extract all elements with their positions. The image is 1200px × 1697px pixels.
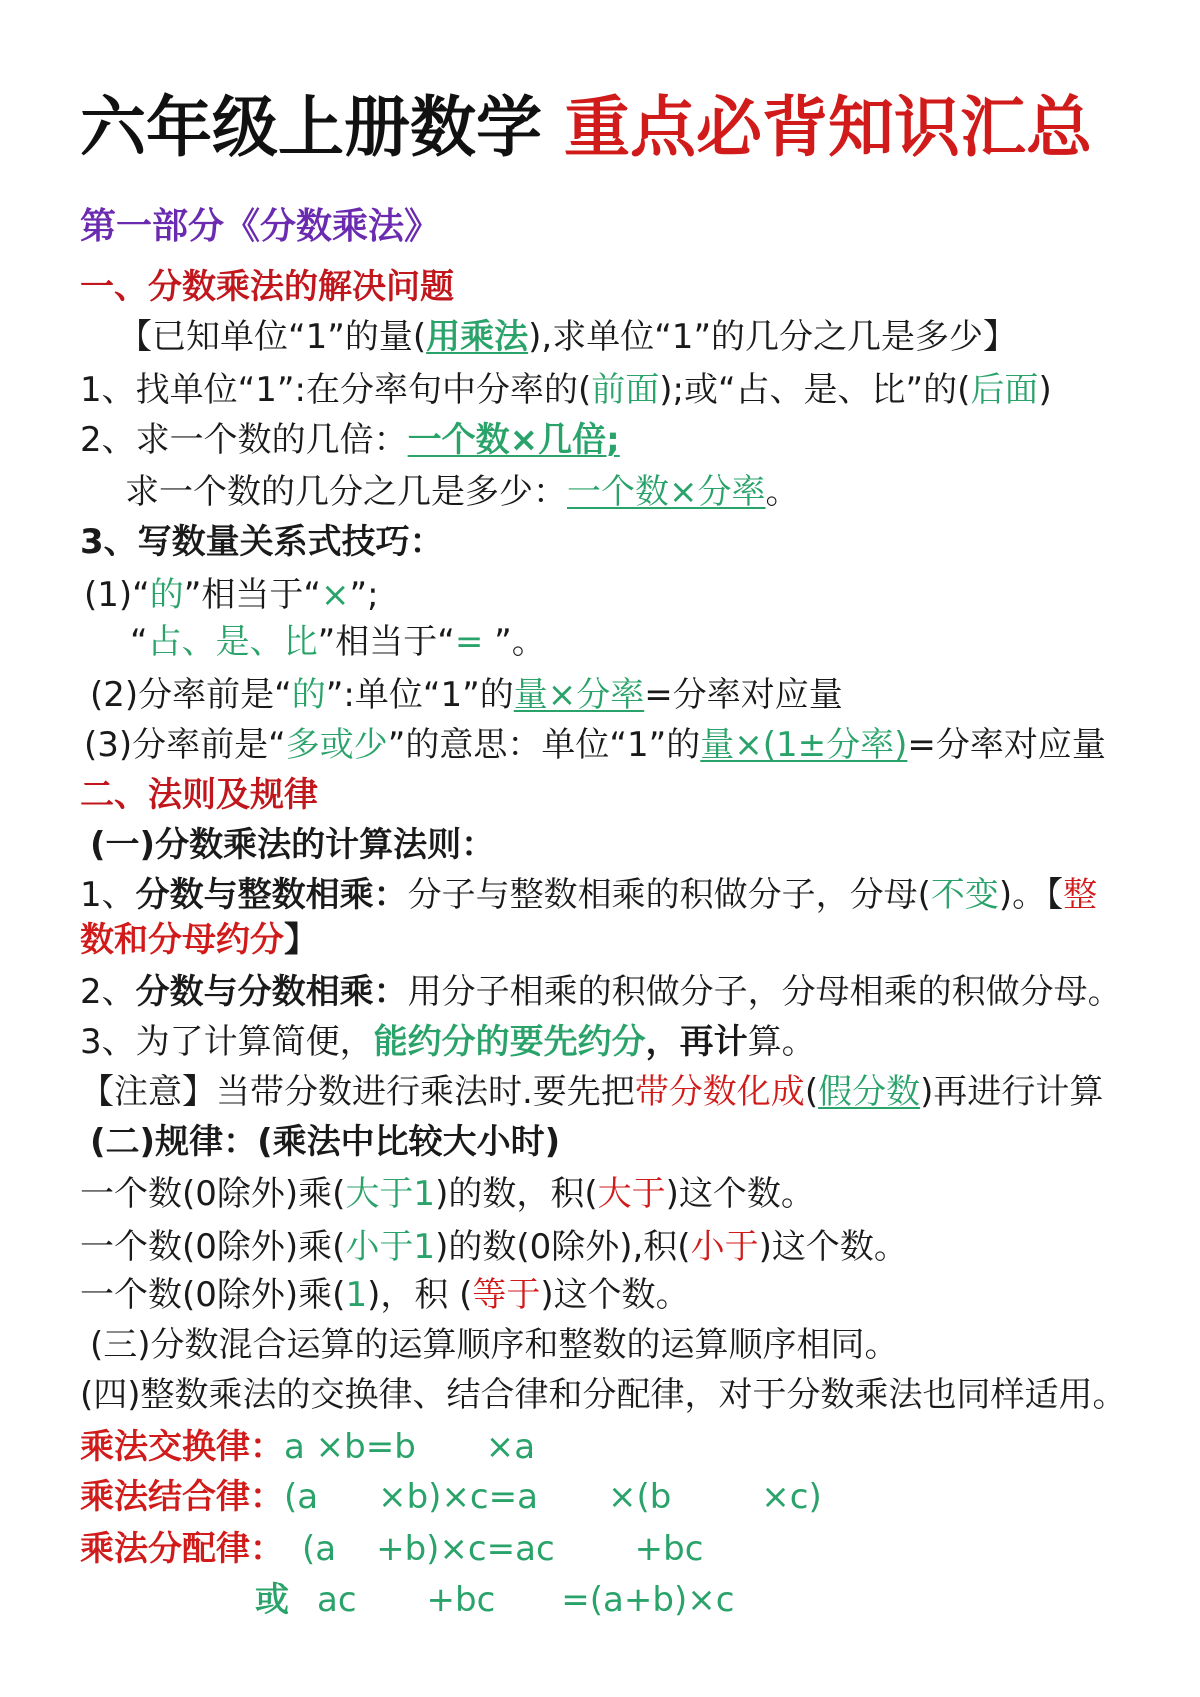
- law3-line: [80, 1273, 690, 1317]
- highlight: 带分数化成: [634, 1072, 805, 1112]
- page-title: [80, 88, 1092, 168]
- highlight: =: [454, 622, 495, 662]
- text: 分子与整数相乘的积做分子，分母(: [407, 875, 931, 915]
- text: )的数(0除外),积(: [435, 1227, 691, 1267]
- text: )这个数。: [540, 1275, 690, 1315]
- text: =分率对应量: [907, 725, 1106, 765]
- text: )。【: [998, 875, 1064, 915]
- formula: +bc: [426, 1580, 496, 1620]
- sec1-heading: 一、分数乘法的解决问题: [80, 267, 454, 307]
- formula: a ×b=b: [284, 1427, 416, 1467]
- text: ”;: [349, 575, 379, 615]
- text: 【注意】当带分数进行乘法时.要先把: [80, 1072, 635, 1112]
- rule1-line: [80, 873, 1097, 917]
- sec1-box-line: [118, 315, 1017, 359]
- formula: 量×(1±分率): [700, 725, 908, 765]
- bold-label: 分数与整数相乘：: [135, 875, 408, 915]
- highlight: 用乘法: [426, 317, 529, 357]
- text: 1、: [80, 875, 136, 915]
- text: ，再计: [645, 1022, 748, 1062]
- formula: 一个数×分率: [567, 472, 766, 512]
- rule3-line: [80, 1020, 816, 1064]
- text: )，积 (: [367, 1275, 473, 1315]
- text: 一个数(0除外)乘(: [80, 1227, 346, 1267]
- text: );或“占、是、比”的(: [659, 370, 971, 410]
- text: ”。: [494, 622, 546, 662]
- highlight: 多或少: [285, 725, 388, 765]
- text: 求一个数的几分之几是多少：: [125, 472, 567, 512]
- tip2-line: [90, 673, 843, 717]
- tip1-line: [84, 573, 379, 617]
- formula: (a: [302, 1529, 337, 1569]
- text: ): [1038, 370, 1052, 410]
- highlight: 小于1: [345, 1227, 436, 1267]
- text: 算。: [747, 1022, 816, 1062]
- formula: ×b)×c=a: [378, 1477, 538, 1517]
- highlight: 大于: [597, 1174, 666, 1214]
- text: 一个数(0除外)乘(: [80, 1275, 346, 1315]
- highlight: 的: [149, 575, 184, 615]
- sub3-text: (三)分数混合运算的运算顺序和整数的运算顺序相同。: [90, 1325, 899, 1365]
- formula: +b)×c=ac: [376, 1529, 555, 1569]
- highlight: 假分数: [818, 1072, 921, 1112]
- highlight: 1: [345, 1275, 368, 1315]
- commutative-law-line: [80, 1425, 535, 1469]
- highlight: 小于: [690, 1227, 759, 1267]
- sub1-heading: (一)分数乘法的计算法则：: [90, 825, 496, 865]
- or-label: 或: [255, 1580, 289, 1620]
- note-line: [80, 1070, 1103, 1114]
- text: ”的意思：单位“1”的: [387, 725, 701, 765]
- highlight: 能约分的要先约分: [373, 1022, 646, 1062]
- item3-heading: 3、写数量关系式技巧：: [80, 522, 444, 562]
- law-label: 乘法交换律：: [80, 1427, 284, 1467]
- law-label: 乘法分配律：: [80, 1529, 284, 1569]
- highlight: 不变: [930, 875, 999, 915]
- text: 2、: [80, 972, 136, 1012]
- title-main: 六年级上册数学: [80, 89, 542, 166]
- text: ),求单位“1”的几分之几是多少】: [528, 317, 1018, 357]
- text: (2)分率前是“: [90, 675, 292, 715]
- text: “: [130, 622, 148, 662]
- law-label: 乘法结合律：: [80, 1477, 284, 1517]
- formula: =(a+b)×c: [561, 1580, 735, 1620]
- tip1b-line: [130, 620, 546, 664]
- highlight: 数和分母约分: [80, 920, 284, 960]
- text: )这个数。: [758, 1227, 908, 1267]
- item2b-line: [125, 470, 800, 514]
- title-highlight: 重点必背知识汇总: [564, 89, 1092, 166]
- text: ”相当于“: [317, 622, 455, 662]
- text: )这个数。: [665, 1174, 815, 1214]
- formula: ×c): [761, 1477, 822, 1517]
- text: =分率对应量: [644, 675, 843, 715]
- highlight: 的: [291, 675, 326, 715]
- sub2-heading: (二)规律：(乘法中比较大小时): [90, 1122, 561, 1162]
- formula: (a: [284, 1477, 319, 1517]
- text: )的数，积(: [435, 1174, 598, 1214]
- text: 3、为了计算简便，: [80, 1022, 374, 1062]
- distributive-law-alt-line: [255, 1578, 734, 1622]
- bold-label: 分数与分数相乘：: [135, 972, 408, 1012]
- sec2-heading: 二、法则及规律: [80, 775, 318, 815]
- law1-line: [80, 1172, 815, 1216]
- rule2-line: [80, 970, 1122, 1014]
- highlight: 等于: [472, 1275, 541, 1315]
- formula: ac: [317, 1580, 357, 1620]
- tip3-line: [84, 723, 1106, 767]
- highlight: 后面: [970, 370, 1039, 410]
- formula: 一个数×几倍;: [407, 420, 620, 460]
- text: 【已知单位“1”的量(: [118, 317, 427, 357]
- item1-line: [80, 368, 1052, 412]
- text: )再进行计算: [920, 1072, 1104, 1112]
- text: 一个数(0除外)乘(: [80, 1174, 346, 1214]
- sub4-text: (四)整数乘法的交换律、结合律和分配律，对于分数乘法也同样适用。: [80, 1375, 1127, 1415]
- distributive-law-line: [80, 1527, 703, 1571]
- text: ”:单位“1”的: [325, 675, 514, 715]
- highlight: 前面: [591, 370, 660, 410]
- highlight: 占、是、比: [147, 622, 318, 662]
- text: 1、找单位“1”:在分率句中分率的(: [80, 370, 592, 410]
- formula: ×(b: [607, 1477, 672, 1517]
- text: (1)“: [84, 575, 150, 615]
- formula: 量×分率: [513, 675, 645, 715]
- text: (: [804, 1072, 819, 1112]
- highlight: ×: [321, 575, 350, 615]
- text: (3)分率前是“: [84, 725, 286, 765]
- highlight: 大于1: [345, 1174, 436, 1214]
- text: 】: [284, 920, 318, 960]
- item2-line: [80, 418, 620, 462]
- text: 2、求一个数的几倍：: [80, 420, 408, 460]
- text: 。: [765, 472, 800, 512]
- rule1-line-cont: [80, 918, 318, 962]
- associative-law-line: [80, 1475, 822, 1519]
- formula: ×a: [485, 1427, 536, 1467]
- formula: +bc: [634, 1529, 704, 1569]
- text: 用分子相乘的积做分子，分母相乘的积做分母。: [407, 972, 1122, 1012]
- law2-line: [80, 1225, 908, 1269]
- highlight: 整: [1063, 875, 1098, 915]
- text: ”相当于“: [183, 575, 322, 615]
- part1-heading: 第一部分《分数乘法》: [80, 206, 441, 247]
